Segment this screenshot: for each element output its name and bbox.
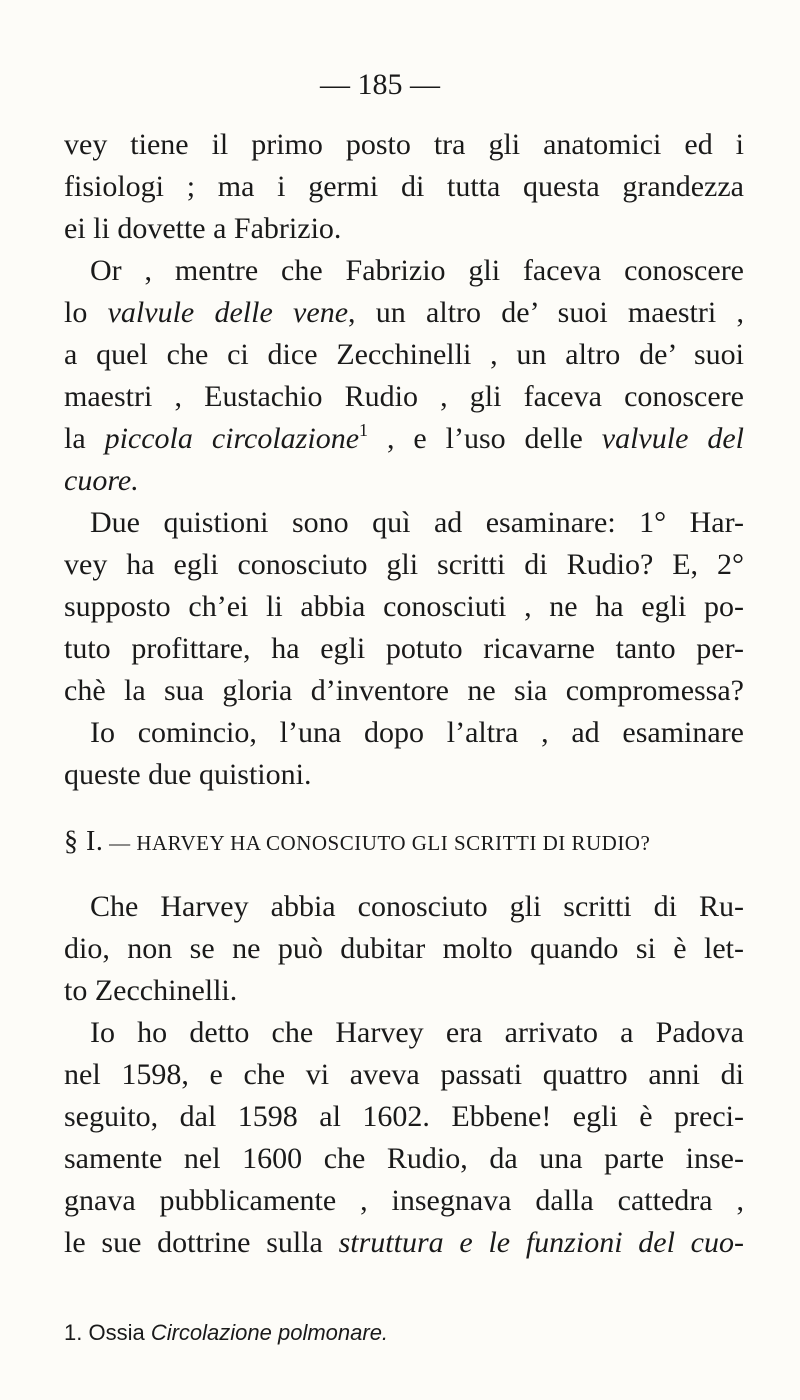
italic-term: valvule del [601,422,744,455]
italic-term: struttura e le funzioni del cuo- [338,1226,744,1259]
text-line: samente nel 1600 che Rudio, da una parte inse- [64,1142,744,1175]
section-number: § I. [64,826,104,857]
page-number: — 185 — [320,68,440,101]
text-line: tuto profittare, ha egli potuto ricavarne tanto per- [64,632,744,665]
text-line: Or , mentre che Fabrizio gli faceva conoscere [90,254,744,287]
text-line: Due quistioni sono quì ad esaminare: 1° Har- [90,506,744,539]
text-line: Che Harvey abbia conosciuto gli scritti di Ru- [90,890,744,923]
footnote-text: Circolazione polmonare. [150,1320,389,1345]
italic-term: valvule delle vene [107,296,349,329]
text-line: chè la sua gloria d’inventore ne sia compromessa? [64,674,744,707]
text-line: to Zecchinelli. [64,974,238,1007]
text-line: seguito, dal 1598 al 1602. Ebbene! egli è preci- [64,1100,744,1133]
italic-term: piccola circolazione [104,422,360,455]
text-line: fisiologi ; ma i germi di tutta questa grandezza [64,170,744,203]
section-title: — HARVEY HA CONOSCIUTO GLI SCRITTI DI RUDIO? [103,831,651,855]
text-line: Io ho detto che Harvey era arrivato a Padova [90,1016,744,1049]
text-line: vey ha egli conosciuto gli scritti di Rudio? E, 2° [64,548,744,581]
text-line: la piccola circolazione$^1$ , e l’uso delle valvule del [64,420,744,455]
text-line: vey tiene il primo posto tra gli anatomici ed i [64,128,744,161]
text-line: maestri , Eustachio Rudio , gli faceva conoscere [64,380,744,413]
text-line: le sue dottrine sulla struttura e le funzioni del cuo- [64,1226,744,1259]
text-line: nel 1598, e che vi aveva passati quattro anni di [64,1058,744,1091]
footnote [64,1320,388,1346]
italic-term: cuore. [64,464,139,497]
text-line [64,460,744,502]
text-line: queste due quistioni. [64,758,312,791]
text-line: supposto ch’ei li abbia conosciuti , ne ha egli po- [64,590,744,623]
section-heading [64,826,744,858]
text-line: dio, non se ne può dubitar molto quando si è let- [64,932,744,965]
text-line: ei li dovette a Fabrizio. [64,212,342,245]
text-line: lo valvule delle vene, un altro de’ suoi maestri , [64,296,744,329]
footnote-marker: 1. Ossia [64,1320,151,1345]
text-line: a quel che ci dice Zecchinelli , un altro de’ suoi [64,338,744,371]
footnote-ref: 1 [359,420,369,440]
text-line: gnava pubblicamente , insegnava dalla cattedra , [64,1184,744,1217]
text-line: Io comincio, l’una dopo l’altra , ad esaminare [90,716,744,749]
